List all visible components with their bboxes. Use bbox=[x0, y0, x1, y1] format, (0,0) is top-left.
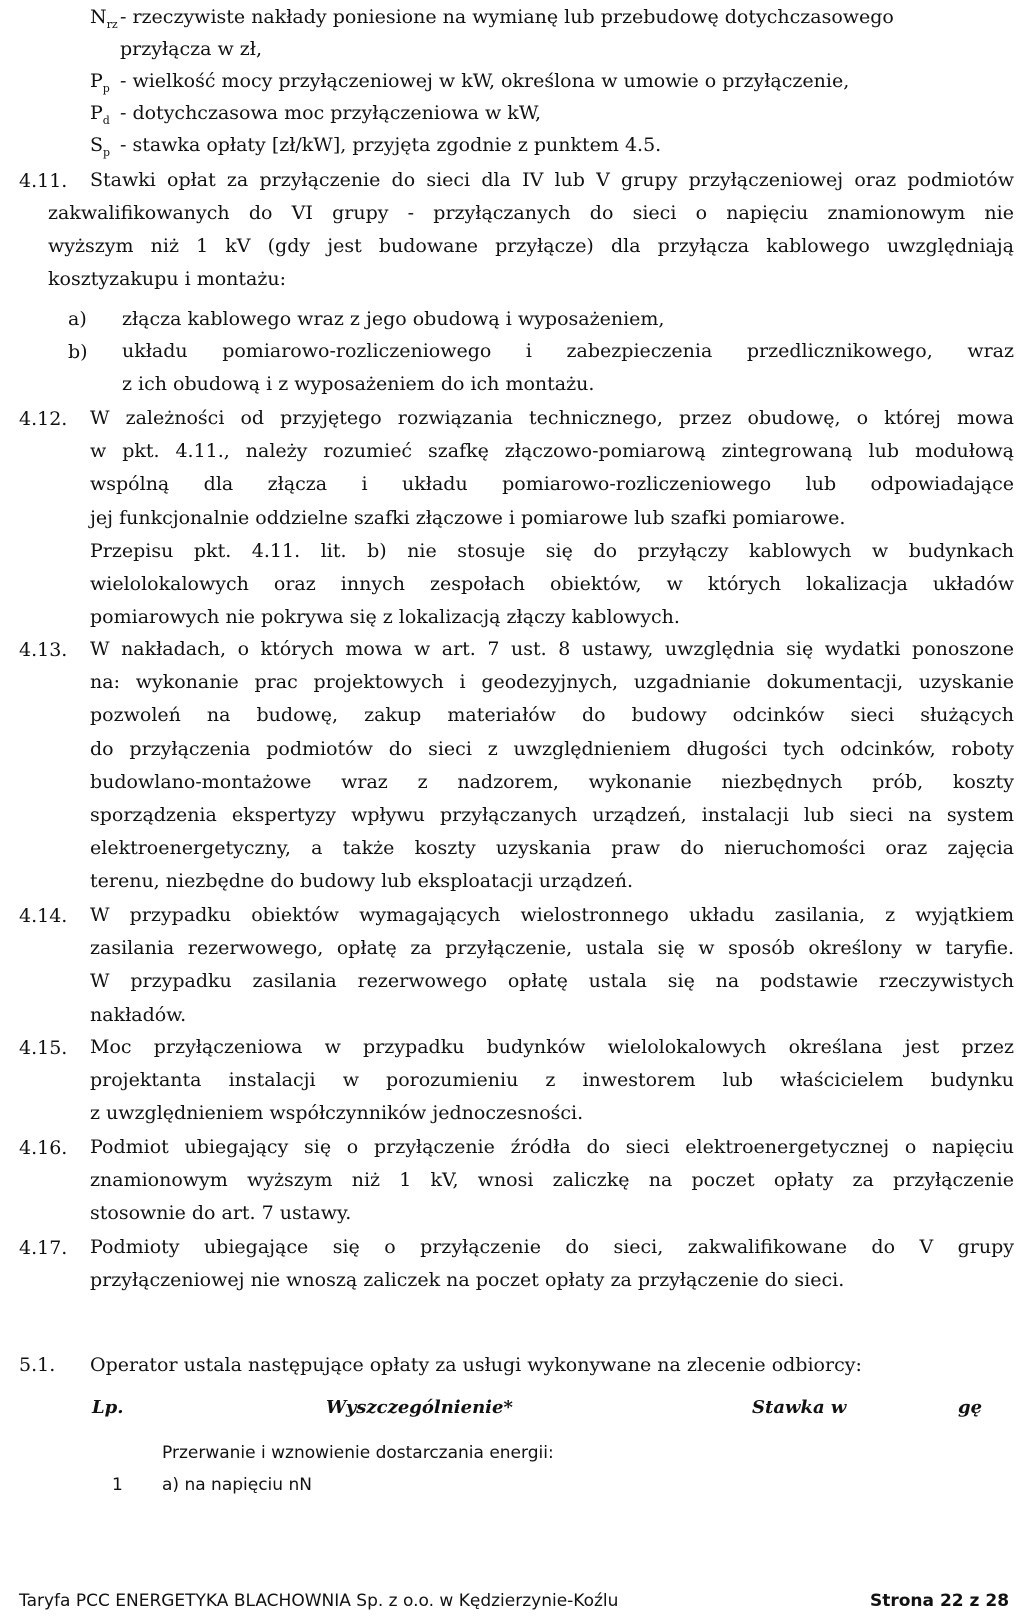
symbol: $S_p$ bbox=[90, 134, 111, 159]
section-4-16-text bbox=[90, 1131, 1014, 1231]
table-row-number: 1 bbox=[112, 1475, 123, 1495]
text-line: Przepisu pkt. 4.11. lit. b) nie stosuje się do przyłączy kablowych w budynkach bbox=[90, 539, 1014, 562]
text-line: zakwalifikowanych do VI grupy - przyłączanych do sieci o napięciu znamionowym nie bbox=[48, 202, 1014, 224]
section-number: 5.1. bbox=[19, 1354, 56, 1376]
section-4-12-text bbox=[90, 402, 1014, 634]
section-number: 4.12. bbox=[19, 408, 68, 430]
list-label-a: a) bbox=[68, 308, 87, 330]
section-4-11-text bbox=[90, 164, 1014, 197]
table-row-item: a) na napięciu nN bbox=[162, 1475, 312, 1495]
text-line: układu pomiarowo-rozliczeniowego i zabezpieczenia przedlicznikowego, wraz bbox=[122, 340, 1014, 362]
column-header-description: Wyszczególnienie* bbox=[326, 1397, 513, 1418]
text-line: W nakładach, o których mowa w art. 7 ust. 8 ustawy, uwzględnia się wydatki ponoszone bbox=[90, 638, 1014, 660]
text-line: wspólną dla złącza i układu pomiarowo-rozliczeniowego lub odpowiadające bbox=[90, 473, 1014, 496]
symbol: $P_p$ bbox=[90, 70, 110, 95]
footer-document-title: Taryfa PCC ENERGETYKA BLACHOWNIA Sp. z o.o. w Kędzierzynie-Koźlu bbox=[19, 1591, 619, 1611]
text-line: budowlano-montażowe wraz z nadzorem, wykonanie niezbędnych prób, koszty bbox=[90, 770, 1014, 793]
list-item-b bbox=[122, 335, 1014, 401]
definition-text: - wielkość mocy przyłączeniowej w kW, określona w umowie o przyłączenie, bbox=[120, 70, 850, 92]
text-line: Podmiot ubiegający się o przyłączenie źródła do sieci elektroenergetycznej o napięciu bbox=[90, 1136, 1014, 1158]
section-5-1-text: Operator ustala następujące opłaty za usługi wykonywane na zlecenie odbiorcy: bbox=[90, 1354, 862, 1376]
section-4-13-text bbox=[90, 633, 1014, 899]
table-row-heading: Przerwanie i wznowienie dostarczania energii: bbox=[162, 1443, 554, 1463]
definition-pp bbox=[90, 68, 849, 102]
section-number: 4.11. bbox=[19, 170, 68, 192]
page-total: 28 bbox=[985, 1591, 1010, 1611]
text-line: na: wykonanie prac projektowych i geodezyjnych, uzgadnianie dokumentacji, uzyskanie bbox=[90, 671, 1014, 694]
list-item-a: złącza kablowego wraz z jego obudową i wyposażeniem, bbox=[122, 308, 665, 330]
text-line: Moc przyłączeniowa w przypadku budynków wielolokalowych określana jest przez bbox=[90, 1036, 1014, 1058]
text-line: Podmioty ubiegające się o przyłączenie do sieci, zakwalifikowane do V grupy bbox=[90, 1236, 1014, 1258]
text-line: W przypadku zasilania rezerwowego opłatę ustala się na podstawie rzeczywistych bbox=[90, 970, 1014, 993]
definition-text: - rzeczywiste nakłady poniesione na wymianę lub przebudowę dotychczasowego bbox=[120, 6, 894, 28]
section-number: 4.17. bbox=[19, 1237, 68, 1259]
text-line: wielolokalowych oraz innych zespołach obiektów, w których lokalizacja układów bbox=[90, 573, 1014, 596]
text-line: zasilania rezerwowego, opłatę za przyłączenie, ustala się w sposób określony w taryfie. bbox=[90, 937, 1014, 960]
symbol: $N_{rz}$ bbox=[90, 6, 118, 31]
text-line: kosztyzakupu i montażu: bbox=[48, 268, 287, 291]
column-header-lp: Lp. bbox=[92, 1397, 124, 1418]
definition-text: - dotychczasowa moc przyłączeniowa w kW, bbox=[120, 102, 542, 124]
text-line: pozwoleń na budowę, zakup materiałów do budowy odcinków sieci służących bbox=[90, 704, 1014, 727]
definition-nrz bbox=[90, 4, 894, 38]
section-4-14-text bbox=[90, 899, 1014, 1032]
page-prefix: Strona bbox=[870, 1591, 935, 1611]
text-line: z ich obudową i z wyposażeniem do ich montażu. bbox=[122, 373, 595, 396]
symbol: $P_d$ bbox=[90, 102, 110, 127]
text-line: W zależności od przyjętego rozwiązania technicznego, przez obudowę, o której mowa bbox=[90, 407, 1014, 429]
definition-continuation: przyłącza w zł, bbox=[120, 38, 263, 60]
text-line: przyłączeniowej nie wnoszą zaliczek na poczet opłaty za przyłączenie do sieci. bbox=[90, 1269, 845, 1292]
text-line: pomiarowych nie pokrywa się z lokalizacją złączy kablowych. bbox=[90, 606, 680, 629]
section-4-15-text bbox=[90, 1031, 1014, 1131]
text-line: w pkt. 4.11., należy rozumieć szafkę złączowo-pomiarową zintegrowaną lub modułową bbox=[90, 440, 1014, 463]
column-header-rate: Stawka w bbox=[752, 1397, 847, 1418]
definition-text: - stawka opłaty [zł/kW], przyjęta zgodnie z punktem 4.5. bbox=[120, 134, 662, 156]
text-line: terenu, niezbędne do budowy lub eksploatacji urządzeń. bbox=[90, 870, 634, 893]
page-separator: z bbox=[969, 1591, 980, 1611]
section-number: 4.15. bbox=[19, 1037, 68, 1059]
text-line: Stawki opłat za przyłączenie do sieci dla IV lub V grupy przyłączeniowej oraz podmiotów bbox=[90, 169, 1014, 191]
text-line: z uwzględnieniem współczynników jednoczesności. bbox=[90, 1102, 584, 1125]
text-line: sporządzenia ekspertyzy wpływu przyłączanych urządzeń, instalacji lub sieci na system bbox=[90, 804, 1014, 827]
section-4-17-text bbox=[90, 1231, 1014, 1297]
text-line: do przyłączenia podmiotów do sieci z uwzględnieniem długości tych odcinków, roboty bbox=[90, 737, 1014, 760]
text-line: W przypadku obiektów wymagających wielostronnego układu zasilania, z wyjątkiem bbox=[90, 904, 1014, 926]
footer-page-number bbox=[870, 1591, 1009, 1611]
text-line: projektanta instalacji w porozumieniu z inwestorem lub właścicielem budynku bbox=[90, 1069, 1014, 1092]
section-number: 4.14. bbox=[19, 905, 68, 927]
definition-pd bbox=[90, 100, 541, 134]
text-line: jej funkcjonalnie oddzielne szafki złączowe i pomiarowe lub szafki pomiarowe. bbox=[90, 506, 846, 529]
text-line: elektroenergetyczny, a także koszty uzyskania praw do nieruchomości oraz zajęcia bbox=[90, 837, 1014, 860]
text-line: nakładów. bbox=[90, 1003, 187, 1026]
text-line: wyższym niż 1 kV (gdy jest budowane przyłącze) dla przyłącza kablowego uwzględniają bbox=[48, 235, 1014, 258]
definition-sp bbox=[90, 132, 661, 166]
section-number: 4.16. bbox=[19, 1137, 68, 1159]
page-current: 22 bbox=[939, 1591, 964, 1611]
text-line: znamionowym wyższym niż 1 kV, wnosi zaliczkę na poczet opłaty za przyłączenie bbox=[90, 1169, 1014, 1192]
column-header-extra: gę bbox=[958, 1397, 983, 1418]
section-number: 4.13. bbox=[19, 639, 68, 661]
section-4-11-cont bbox=[48, 197, 1014, 297]
list-label-b: b) bbox=[68, 341, 88, 363]
text-line: stosownie do art. 7 ustawy. bbox=[90, 1202, 352, 1225]
